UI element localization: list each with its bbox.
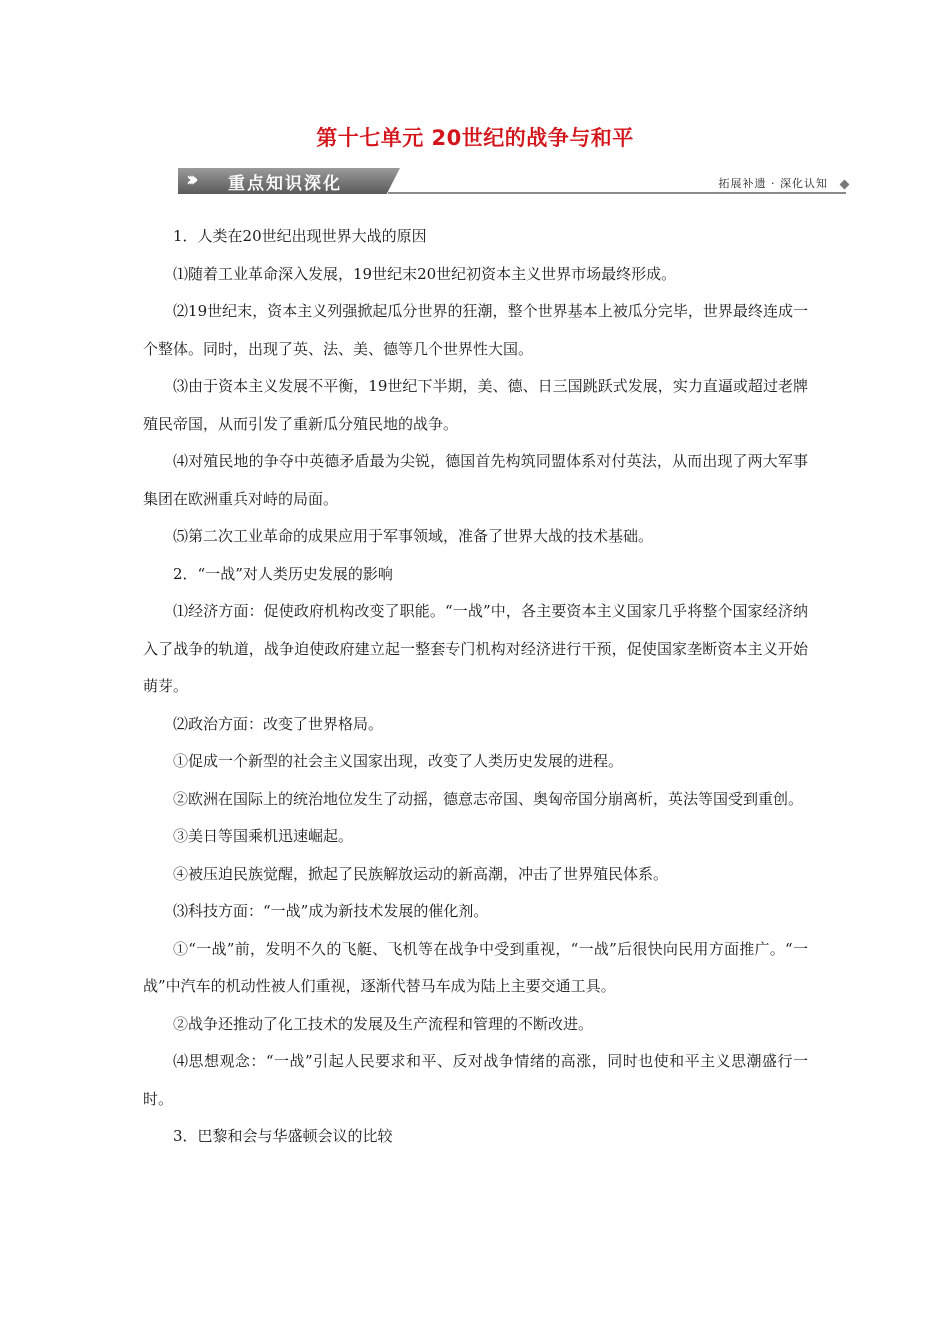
heading-1: 1．人类在20世纪出现世界大战的原因	[173, 227, 427, 245]
paragraph: ⑸第二次工业革命的成果应用于军事领域，准备了世界大战的技术基础。	[173, 527, 654, 545]
paragraph: ①“一战”前，发明不久的飞艇、飞机等在战争中受到重视，“一战”后很快向民用方面推广。“一战”中汽车的机动性被人们重视，逐渐代替马车成为陆上主要交通工具。	[143, 939, 808, 995]
chevron-right-icon: ›››	[186, 167, 193, 191]
paragraph: ④被压迫民族觉醒，掀起了民族解放运动的新高潮，冲击了世界殖民体系。	[173, 864, 669, 883]
banner-subtitle: 拓展补遗 · 深化认知	[718, 177, 828, 190]
paragraph: ⑵19世纪末，资本主义列强掀起瓜分世界的狂潮，整个世界基本上被瓜分完毕，世界最终连成一个整体。同时，出现了英、法、美、德等几个世界性大国。	[143, 302, 808, 358]
heading-2: 2．“一战”对人类历史发展的影响	[173, 564, 393, 583]
paragraph: ②战争还推动了化工技术的发展及生产流程和管理的不断改进。	[173, 1014, 594, 1033]
diamond-icon	[840, 180, 850, 190]
banner-label: 重点知识深化	[228, 174, 342, 194]
paragraph: ⑴随着工业革命深入发展，19世纪末20世纪初资本主义世界市场最终形成。	[173, 264, 677, 283]
heading-3: 3．巴黎和会与华盛顿会议的比较	[173, 1127, 393, 1145]
paragraph: ⑶科技方面：“一战”成为新技术发展的催化剂。	[173, 902, 489, 920]
banner-divider	[388, 192, 846, 194]
paragraph: ⑷思想观念：“一战”引起人民要求和平、反对战争情绪的高涨，同时也使和平主义思潮盛行一时。	[143, 1052, 808, 1108]
paragraph: ⑷对殖民地的争夺中英德矛盾最为尖锐，德国首先构筑同盟体系对付英法，从而出现了两大军事集团在欧洲重兵对峙的局面。	[143, 452, 808, 508]
paragraph: ⑴经济方面：促使政府机构改变了职能。“一战”中，各主要资本主义国家几乎将整个国家经济纳入了战争的轨道，战争迫使政府建立起一整套专门机构对经济进行干预，促使国家垄断资本主义开始萌芽。	[143, 602, 808, 695]
page-title: 第十七单元 20世纪的战争与和平	[316, 126, 634, 150]
section-banner	[178, 165, 850, 197]
paragraph: ②欧洲在国际上的统治地位发生了动摇，德意志帝国、奥匈帝国分崩离析，英法等国受到重创。	[173, 789, 804, 808]
document-body	[143, 218, 808, 1156]
paragraph: ⑶由于资本主义发展不平衡，19世纪下半期，美、德、日三国跳跃式发展，实力直逼或超过老牌殖民帝国，从而引发了重新瓜分殖民地的战争。	[143, 377, 808, 433]
paragraph: ①促成一个新型的社会主义国家出现，改变了人类历史发展的进程。	[173, 752, 624, 770]
paragraph: ③美日等国乘机迅速崛起。	[173, 827, 354, 845]
paragraph: ⑵政治方面：改变了世界格局。	[173, 714, 384, 733]
